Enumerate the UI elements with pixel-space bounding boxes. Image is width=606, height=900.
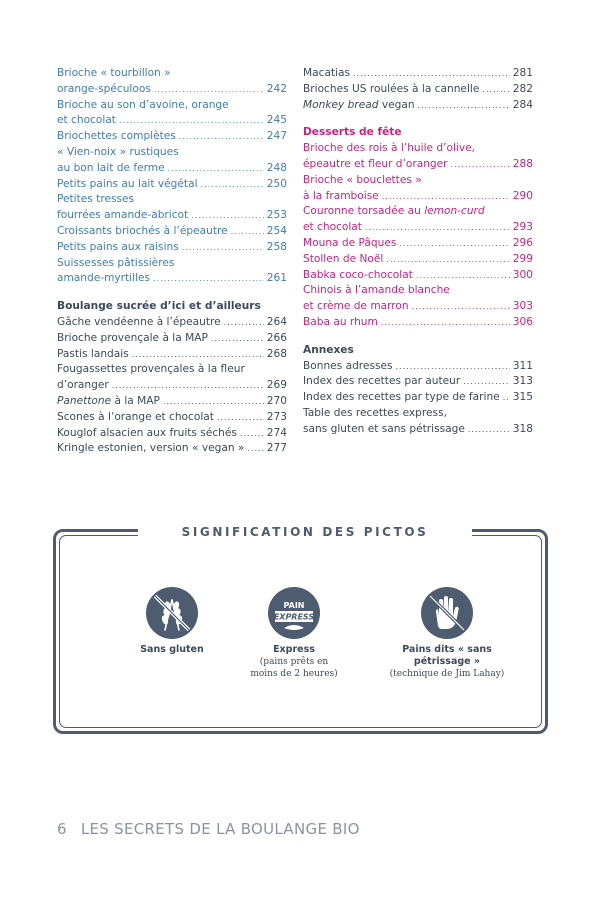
toc-entry-line [57, 441, 287, 457]
toc-entry-line [57, 129, 287, 145]
toc-entry-title: Kouglof alsacien aux fruits séchés [57, 426, 237, 439]
toc-entry-suffix: à la MAP [111, 394, 160, 407]
toc-page-number: 293 [512, 221, 533, 234]
toc-entry-suffix: lemon-curd [424, 205, 485, 218]
toc-entry-suffix: vegan [378, 98, 415, 111]
dot-leader [386, 252, 509, 268]
toc-entry-title: Brioche au son d’avoine, orange [57, 98, 229, 111]
toc-entry-text [57, 441, 244, 457]
toc-page-number: 313 [512, 375, 533, 388]
toc-entry-text [303, 359, 393, 375]
toc-entry-title: sans gluten et sans pétrissage [303, 422, 465, 435]
toc-entry-line [57, 113, 287, 129]
dot-leader [482, 82, 509, 98]
toc-entry[interactable] [303, 406, 533, 438]
toc-entry-title: Croissants briochés à l’épeautre [57, 224, 228, 237]
toc-page-number: 242 [266, 82, 287, 95]
toc-entry-line [303, 236, 533, 252]
toc-entry-text [57, 177, 198, 193]
toc-page-number: 282 [512, 82, 533, 95]
toc-entry[interactable] [303, 173, 533, 205]
toc-entry-line [303, 268, 533, 284]
dot-leader [119, 113, 264, 129]
toc-entry-text [57, 98, 229, 114]
toc-entry-title: épeautre et fleur d’oranger [303, 157, 448, 170]
picto-label-sans-petrissage: Pains dits « sans pétrissage » [402, 644, 492, 667]
toc-entry-title: Chinois à l’amande blanche [303, 284, 450, 297]
toc-entry-text [57, 271, 150, 287]
no-gluten-wheat-icon [145, 586, 199, 640]
toc-entry-text [303, 66, 350, 82]
toc-entry-text [57, 347, 129, 363]
book-title: LES SECRETS DE LA BOULANGE BIO [80, 820, 360, 838]
express-badge-bottom: EXPRESS [273, 612, 315, 622]
toc-entry-title: Pastis landais [57, 347, 129, 360]
toc-entry-title: « Vien-noix » rustiques [57, 145, 179, 158]
dot-leader [211, 331, 264, 347]
toc-entry-line [303, 299, 533, 315]
toc-entry-text [57, 331, 208, 347]
dot-leader [154, 82, 264, 98]
toc-entry-title: Panettone [57, 394, 112, 407]
toc-entry-text [57, 129, 176, 145]
toc-entry-title: fourrées amande-abricot [57, 209, 189, 222]
dot-leader [153, 271, 264, 287]
toc-page-number: 290 [512, 189, 533, 202]
toc-page-number: 264 [266, 315, 287, 328]
toc-entry-line [303, 359, 533, 375]
toc-entry-line [57, 82, 287, 98]
toc-entry[interactable] [303, 236, 533, 252]
toc-entry-title: à la framboise [303, 189, 379, 202]
dot-leader [418, 98, 510, 114]
toc-entry-title: amande-myrtilles [57, 272, 151, 285]
toc-entry-text [303, 406, 447, 422]
toc-entry-text [303, 236, 396, 252]
dot-leader [416, 268, 510, 284]
toc-entry-text [303, 268, 413, 284]
toc-entry-text [57, 224, 228, 240]
toc-entry[interactable] [303, 359, 533, 375]
page-number: 6 [57, 820, 67, 838]
toc-entry-title: Bonnes adresses [303, 359, 393, 372]
toc-entry-title: Table des recettes express, [303, 406, 447, 419]
toc-entry[interactable] [303, 315, 533, 331]
toc-page-number: 269 [266, 379, 287, 392]
toc-entry-title: Brioche des rois à l’huile d’olive, [303, 142, 476, 155]
dot-leader [468, 422, 510, 438]
picto-label-sans-gluten: Sans gluten [140, 644, 204, 655]
toc-entry-line [57, 362, 287, 378]
dot-leader [163, 394, 264, 410]
toc-entry[interactable] [303, 66, 533, 82]
toc-page-number: 315 [512, 391, 533, 404]
toc-entry-title: au bon lait de ferme [57, 161, 165, 174]
dot-leader [224, 315, 264, 331]
toc-entry-line [57, 240, 287, 256]
toc-entry[interactable] [303, 141, 533, 173]
toc-entry-title: Petites tresses [57, 193, 135, 206]
picto-sub-sans-petrissage: (technique de Jim Lahay) [389, 669, 505, 679]
toc-entry-title: Babka coco-chocolat [303, 268, 413, 281]
toc-page-number: 245 [266, 114, 287, 127]
picto-label-express: Express [273, 644, 315, 655]
toc-entry-text [303, 422, 465, 438]
picto-express [219, 586, 369, 680]
picto-sans-petrissage [367, 586, 527, 680]
toc-entry[interactable] [57, 240, 287, 256]
toc-entry[interactable] [57, 347, 287, 363]
toc-entry-title: Petits pains aux raisins [57, 240, 179, 253]
toc-entry-title: d’oranger [57, 379, 109, 392]
toc-entry[interactable] [57, 224, 287, 240]
toc-page-number: 253 [266, 209, 287, 222]
toc-entry-title: Petits pains au lait végétal [57, 177, 198, 190]
toc-entry[interactable] [57, 426, 287, 442]
toc-entry-line [57, 66, 287, 82]
dot-leader [168, 161, 264, 177]
dot-leader [503, 390, 510, 406]
toc-entry-title: Brioches US roulées à la cannelle [303, 82, 480, 95]
toc-entry[interactable] [303, 252, 533, 268]
toc-entry-title: Scones à l’orange et chocolat [57, 410, 214, 423]
toc-page-number: 277 [266, 442, 287, 455]
toc-entry[interactable] [303, 283, 533, 315]
express-bread-icon [267, 586, 321, 640]
toc-entry[interactable] [57, 192, 287, 224]
dot-leader [231, 224, 264, 240]
toc-page-number: 261 [266, 272, 287, 285]
toc-entry-title: et chocolat [303, 221, 362, 234]
page-footer [57, 820, 360, 838]
toc-entry-line [57, 378, 287, 394]
toc-entry[interactable] [303, 390, 533, 406]
toc-entry-text [57, 362, 245, 378]
toc-entry-title: Brioche provençale à la MAP [57, 331, 208, 344]
toc-entry-line [57, 161, 287, 177]
toc-entry-line [303, 252, 533, 268]
toc-entry-line [303, 141, 533, 157]
dot-leader [463, 374, 510, 390]
toc-left-column [57, 66, 287, 457]
no-kneading-hand-icon [420, 586, 474, 640]
dot-leader [451, 157, 510, 173]
express-badge-top: PAIN [283, 601, 305, 610]
toc-entry[interactable] [303, 374, 533, 390]
section-title: Boulange sucrée d’ici et d’ailleurs [57, 300, 261, 313]
toc-entry-text [57, 378, 109, 394]
toc-entry[interactable] [303, 268, 533, 284]
toc-entry[interactable] [57, 145, 287, 177]
toc-entry-text [303, 82, 479, 98]
toc-entry-text [57, 192, 134, 208]
toc-entry[interactable] [57, 331, 287, 347]
toc-entry-title: Gâche vendéenne à l’épeautre [57, 315, 221, 328]
toc-entry[interactable] [57, 394, 287, 410]
toc-entry-line [303, 189, 533, 205]
toc-entry[interactable] [57, 98, 287, 130]
dot-leader [353, 66, 510, 82]
toc-entry-title: et crème de marron [303, 300, 409, 313]
toc-entry-text [57, 161, 165, 177]
toc-entry-text [57, 66, 171, 82]
toc-page-number: 268 [266, 347, 287, 360]
toc-entry[interactable] [57, 256, 287, 288]
toc-page-number: 299 [512, 252, 533, 265]
toc-entry[interactable] [57, 66, 287, 98]
toc-entry-text [57, 145, 179, 161]
toc-entry-title: Briochettes complètes [57, 130, 176, 143]
toc-page-number: 281 [512, 67, 533, 79]
toc-entry-title: Macatias [303, 67, 351, 79]
toc-entry-title: et chocolat [57, 114, 116, 127]
toc-page-number: 270 [266, 394, 287, 407]
toc-entry-line [57, 145, 287, 161]
toc-entry-text [57, 240, 179, 256]
toc-entry-text [303, 252, 383, 268]
dot-leader [182, 240, 264, 256]
toc-entry-line [303, 422, 533, 438]
toc-entry-line [303, 390, 533, 406]
toc-entry-line [57, 410, 287, 426]
toc-page-number: 273 [266, 410, 287, 423]
toc-entry-line [57, 256, 287, 272]
toc-entry-text [303, 299, 409, 315]
toc-entry-text [303, 189, 379, 205]
toc-entry-title: Index des recettes par type de farine [303, 391, 500, 404]
toc-page-number: 248 [266, 161, 287, 174]
toc-entry[interactable] [303, 98, 533, 114]
toc-entry-line [303, 315, 533, 331]
dot-leader [365, 220, 510, 236]
toc-entry-line [303, 98, 533, 114]
toc-entry-line [57, 177, 287, 193]
toc-entry[interactable] [57, 362, 287, 394]
dot-leader [179, 129, 264, 145]
dot-leader [396, 359, 510, 375]
toc-entry[interactable] [57, 315, 287, 331]
toc-right-column [303, 66, 533, 438]
dot-leader [382, 189, 510, 205]
toc-entry-title: Fougassettes provençales à la fleur [57, 363, 245, 376]
toc-entry-text [57, 82, 151, 98]
toc-entry-text [57, 426, 237, 442]
toc-entry-line [57, 224, 287, 240]
toc-entry-text [57, 315, 221, 331]
toc-entry-text [57, 113, 116, 129]
dot-leader [132, 347, 264, 363]
section-title: Annexes [303, 343, 354, 356]
dot-leader [112, 378, 264, 394]
toc-entry-text [303, 390, 500, 406]
toc-entry-title: Kringle estonien, version « vegan » [57, 442, 245, 455]
toc-entry-line [57, 426, 287, 442]
toc-entry-line [57, 315, 287, 331]
toc-entry-text [303, 98, 415, 114]
toc-entry-line [303, 220, 533, 236]
toc-entry[interactable] [57, 441, 287, 457]
toc-page-number: 284 [512, 98, 533, 111]
toc-entry-text [57, 256, 174, 272]
toc-entry-line [57, 98, 287, 114]
toc-entry-title: Mouna de Pâques [303, 236, 397, 249]
toc-entry-line [57, 394, 287, 410]
toc-entry-title: Brioche « tourbillon » [57, 67, 171, 79]
toc-entry-title: orange-spéculoos [57, 82, 151, 95]
toc-entry-text [303, 204, 485, 220]
toc-page-number: 296 [512, 236, 533, 249]
toc-entry-title: Couronne torsadée au [303, 205, 425, 218]
toc-entry[interactable] [57, 129, 287, 145]
toc-entry-text [303, 283, 450, 299]
toc-entry-line [57, 347, 287, 363]
toc-entry-title: Suissesses pâtissières [57, 256, 175, 269]
toc-entry[interactable] [57, 177, 287, 193]
toc-entry-line [57, 208, 287, 224]
toc-entry-line [57, 331, 287, 347]
dot-leader [217, 410, 264, 426]
toc-entry-line [303, 406, 533, 422]
toc-entry-text [303, 157, 448, 173]
toc-page-number: 250 [266, 177, 287, 190]
toc-page-number: 300 [512, 268, 533, 281]
toc-entry-title: Baba au rhum [303, 315, 378, 328]
toc-entry-line [303, 82, 533, 98]
toc-entry-line [303, 204, 533, 220]
toc-entry-title: Brioche « bouclettes » [303, 173, 422, 186]
toc-entry-text [57, 208, 188, 224]
toc-page-number: 258 [266, 240, 287, 253]
dot-leader [247, 441, 263, 457]
toc-entry-title: Index des recettes par auteur [303, 375, 461, 388]
toc-entry[interactable] [57, 410, 287, 426]
toc-page-number: 318 [512, 422, 533, 435]
toc-entry-text [303, 374, 460, 390]
toc-page-number: 247 [266, 130, 287, 143]
toc-entry-text [57, 394, 160, 410]
toc-entry-title: Monkey bread [303, 98, 379, 111]
dot-leader [191, 208, 264, 224]
toc-entry-text [303, 220, 362, 236]
toc-page-number: 266 [266, 331, 287, 344]
toc-entry-line [303, 283, 533, 299]
toc-page-number: 303 [512, 300, 533, 313]
toc-page-number: 288 [512, 157, 533, 170]
section-title: Desserts de fête [303, 126, 402, 139]
toc-page-number: 311 [512, 359, 533, 372]
toc-entry-line [303, 374, 533, 390]
toc-entry[interactable] [303, 82, 533, 98]
toc-entry-text [57, 410, 214, 426]
legend-title: SIGNIFICATION DES PICTOS [138, 522, 472, 542]
dot-leader [240, 426, 264, 442]
toc-entry-line [303, 66, 533, 82]
toc-entry-line [57, 271, 287, 287]
toc-entry-title: Stollen de Noël [303, 252, 384, 265]
dot-leader [412, 299, 510, 315]
dot-leader [381, 315, 510, 331]
dot-leader [399, 236, 509, 252]
toc-entry-line [57, 192, 287, 208]
toc-entry-text [303, 315, 378, 331]
toc-page-number: 306 [512, 315, 533, 328]
toc-page-number: 254 [266, 224, 287, 237]
toc-entry-line [303, 157, 533, 173]
toc-entry-line [303, 173, 533, 189]
toc-entry-text [303, 141, 475, 157]
dot-leader [201, 177, 264, 193]
toc-entry-text [303, 173, 422, 189]
picto-sub-express: (pains prêts en moins de 2 heures) [250, 657, 338, 679]
toc-entry[interactable] [303, 204, 533, 236]
toc-page-number: 274 [266, 426, 287, 439]
